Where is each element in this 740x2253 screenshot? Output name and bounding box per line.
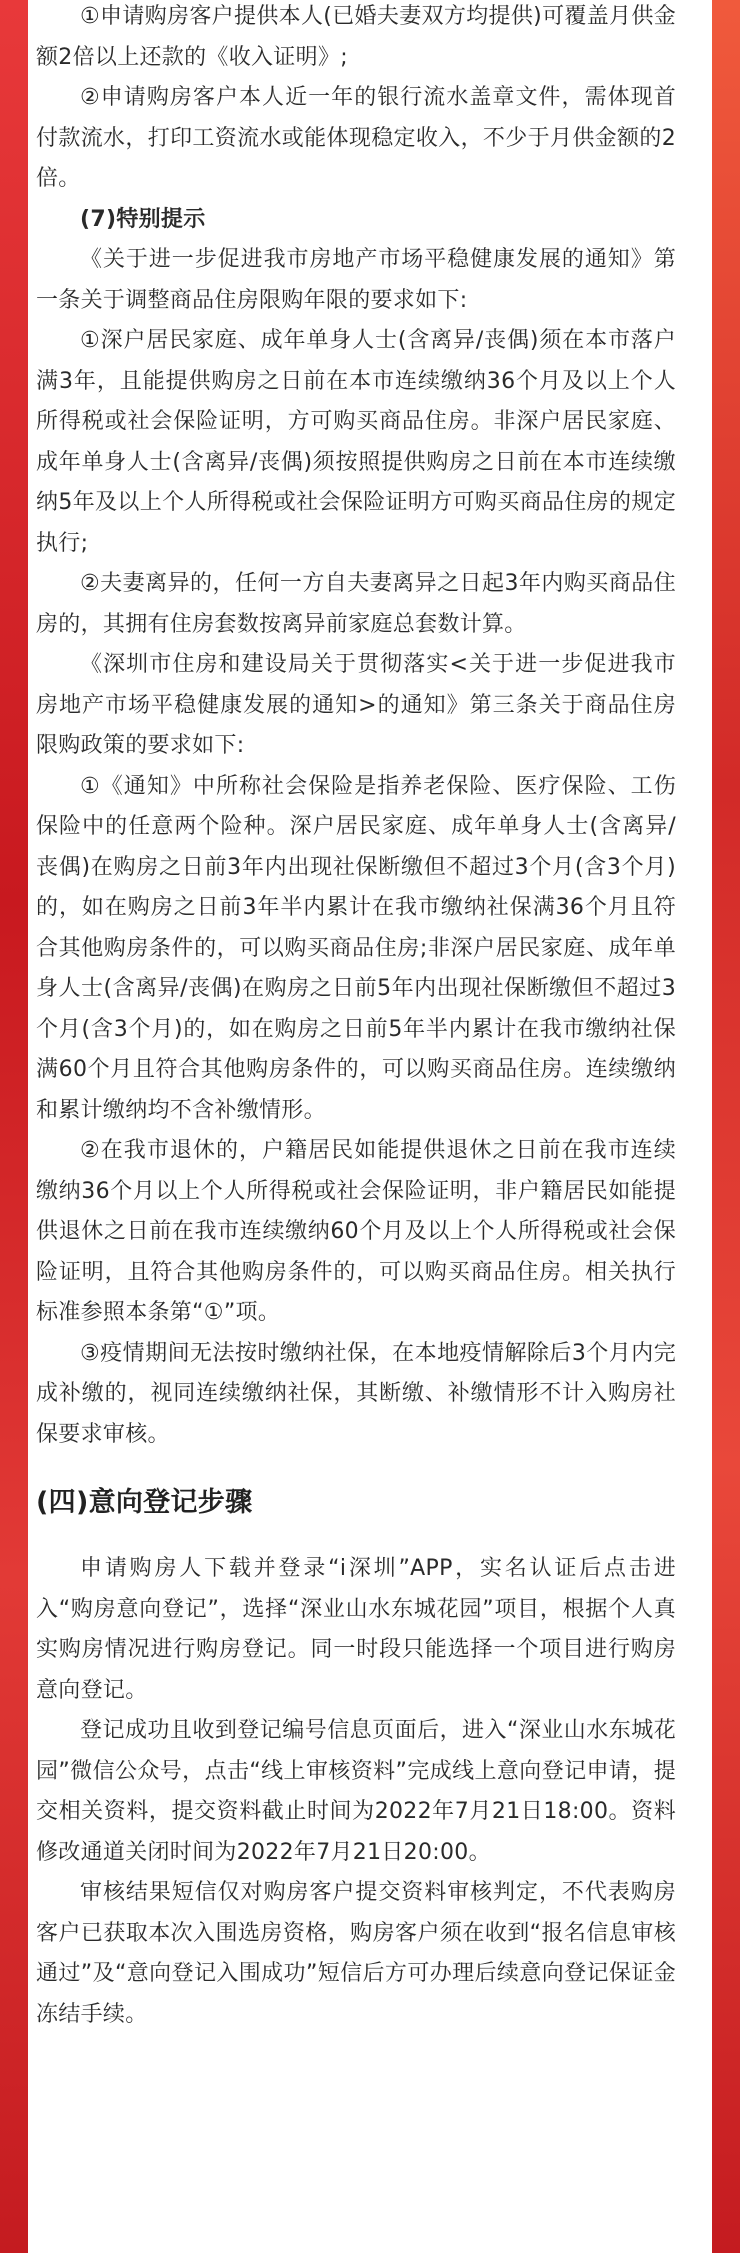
right-red-border	[712, 0, 740, 2253]
bank-statement-paragraph: ②申请购房客户本人近一年的银行流水盖章文件，需体现首付款流水，打印工资流水或能体现稳定收入，不少于月供金额的2倍。	[36, 85, 676, 191]
retirement-rule-paragraph: ②在我市退休的，户籍居民如能提供退休之日前在我市连续缴纳36个月以上个人所得税或社会保险证明，非户籍居民如能提供退休之日前在我市连续缴纳60个月及以上个人所得税或社会保险证明，且符合其他购房条件的，可以购买商品住房。相关执行标准参照本条第“①”项。	[36, 1138, 676, 1325]
left-red-border	[0, 0, 28, 2253]
app-registration-paragraph: 申请购房人下载并登录“i深圳”APP，实名认证后点击进入“购房意向登记”，选择“深业山水东城花园”项目，根据个人真实购房情况进行购房登记。同一时段只能选择一个项目进行购房意向登记。	[36, 1556, 676, 1703]
document-body	[36, 0, 676, 2035]
social-insurance-rule-paragraph: ①《通知》中所称社会保险是指养老保险、医疗保险、工伤保险中的任意两个险种。深户居民家庭、成年单身人士(含离异/丧偶)在购房之日前3年内出现社保断缴但不超过3个月(含3个月)的，如在购房之日前3年半内累计在我市缴纳社保满36个月且符合其他购房条件的，可以购买商品住房;非深户居民家庭、成年单身人士(含离异/丧偶)在购房之日前5年内出现社保断缴但不超过3个月(含3个月)的，如在购房之日前5年半内累计在我市缴纳社保满60个月且符合其他购房条件的，可以购买商品住房。连续缴纳和累计缴纳均不含补缴情形。	[36, 773, 676, 1123]
special-notice-heading: (7)特别提示	[80, 206, 206, 232]
notice-intro-paragraph: 《关于进一步促进我市房地产市场平稳健康发展的通知》第一条关于调整商品住房限购年限的要求如下:	[36, 247, 676, 313]
review-result-paragraph: 审核结果短信仅对购房客户提交资料审核判定，不代表购房客户已获取本次入围选房资格，购房客户须在收到“报名信息审核通过”及“意向登记入围成功”短信后方可办理后续意向登记保证金冻结手续。	[36, 1880, 676, 2027]
income-proof-paragraph: ①申请购房客户提供本人(已婚夫妻双方均提供)可覆盖月供金额2倍以上还款的《收入证明》;	[36, 4, 676, 70]
divorce-rule-paragraph: ②夫妻离异的，任何一方自夫妻离异之日起3年内购买商品住房的，其拥有住房套数按离异前家庭总套数计算。	[36, 571, 676, 637]
wechat-submission-paragraph: 登记成功且收到登记编号信息页面后，进入“深业山水东城花园”微信公众号，点击“线上审核资料”完成线上意向登记申请，提交相关资料，提交资料截止时间为2022年7月21日18:00。资料修改通道关闭时间为2022年7月21日20:00。	[36, 1718, 676, 1865]
registration-steps-heading: (四)意向登记步骤	[36, 1487, 253, 1518]
implementation-notice-paragraph: 《深圳市住房和建设局关于贯彻落实<关于进一步促进我市房地产市场平稳健康发展的通知>的通知》第三条关于商品住房限购政策的要求如下:	[36, 652, 676, 758]
epidemic-rule-paragraph: ③疫情期间无法按时缴纳社保，在本地疫情解除后3个月内完成补缴的，视同连续缴纳社保，其断缴、补缴情形不计入购房社保要求审核。	[36, 1340, 676, 1447]
household-rule-paragraph: ①深户居民家庭、成年单身人士(含离异/丧偶)须在本市落户满3年，且能提供购房之日前在本市连续缴纳36个月及以上个人所得税或社会保险证明，方可购买商品住房。非深户居民家庭、成年单身人士(含离异/丧偶)须按照提供购房之日前在本市连续缴纳5年及以上个人所得税或社会保险证明方可购买商品住房的规定执行;	[36, 328, 676, 556]
